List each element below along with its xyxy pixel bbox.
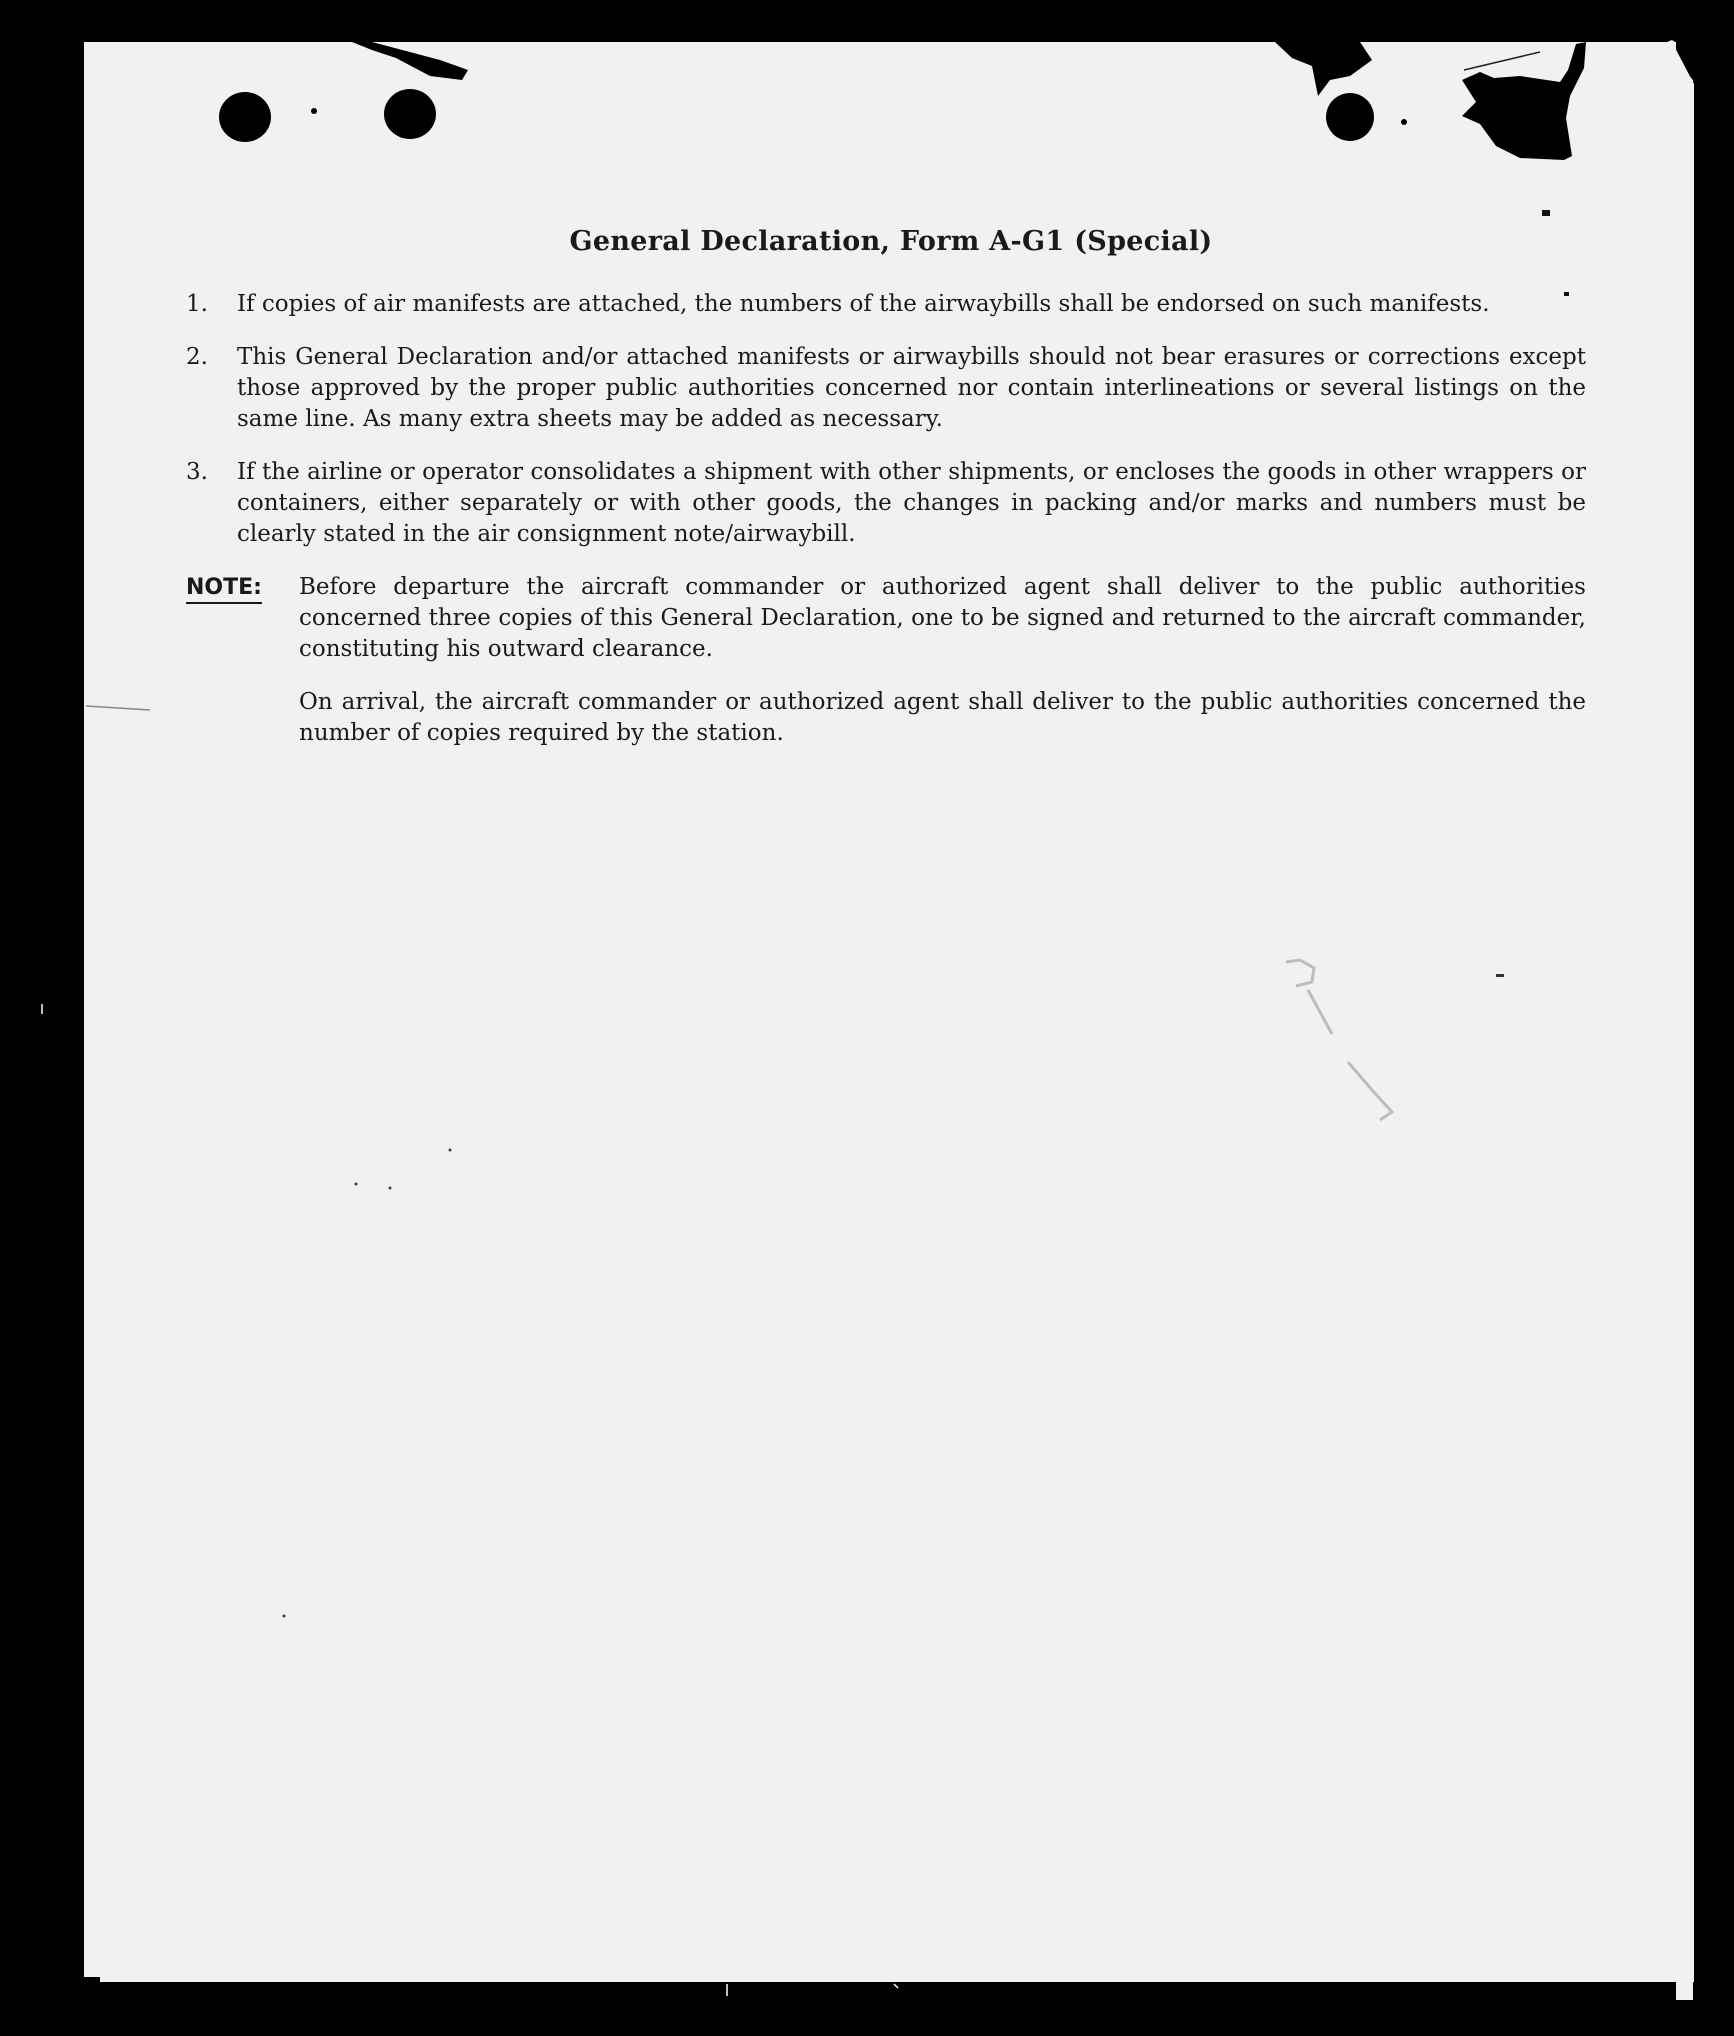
dot-mark-4: [283, 1615, 286, 1618]
note-label-wrapper: [186, 572, 299, 771]
punch-dot-left: [311, 108, 317, 114]
document-title: General Declaration, Form A-G1 (Special): [569, 226, 1213, 257]
dot-mark-3: [389, 1187, 392, 1190]
punch-hole-middle: [384, 89, 436, 139]
dash-mark: [1496, 974, 1504, 977]
punch-hole-right: [1326, 93, 1374, 141]
list-item: [186, 342, 1586, 435]
document-content: [186, 226, 1586, 771]
edge-tick-bottom-2: [894, 1984, 898, 1988]
list-item: [186, 457, 1586, 550]
list-item: [186, 289, 1586, 320]
list-item-number: 3.: [186, 459, 208, 485]
note-paragraph: On arrival, the aircraft commander or authorized agent shall deliver to the public authorities concerned the number of copies required by the station.: [299, 689, 1586, 746]
punch-dot-right: [1401, 119, 1407, 125]
ink-speck-1: [1542, 210, 1550, 216]
list-item-number: 2.: [186, 344, 208, 370]
list-item-text: This General Declaration and/or attached manifests or airwaybills should not bear erasures or corrections except those approved by the proper public authorities concerned nor contain interlineations or several listings on the same line. As many extra sheets may be added as necessary.: [237, 344, 1586, 432]
note-body: [299, 572, 1586, 771]
note-label: NOTE:: [186, 575, 262, 604]
list-item-number: 1.: [186, 291, 208, 317]
dot-mark-1: [449, 1149, 452, 1152]
paper-bottom-strip: [100, 1960, 1694, 1982]
note-paragraph: Before departure the aircraft commander or authorized agent shall deliver to the public authorities concerned three copies of this General Declaration, one to be signed and returned to the aircraft commander, constituting his outward clearance.: [299, 574, 1586, 662]
dot-mark-2: [355, 1183, 358, 1186]
note-section: [186, 572, 1586, 771]
list-item-text: If copies of air manifests are attached, the numbers of the airwaybills shall be endorsed on such manifests.: [237, 291, 1490, 317]
list-item-text: If the airline or operator consolidates a shipment with other shipments, or encloses the goods in other wrappers or containers, either separately or with other goods, the changes in packing and/or marks and numbers must be clearly stated in the air consignment note/airwaybill.: [237, 459, 1586, 547]
punch-hole-left: [219, 92, 271, 142]
